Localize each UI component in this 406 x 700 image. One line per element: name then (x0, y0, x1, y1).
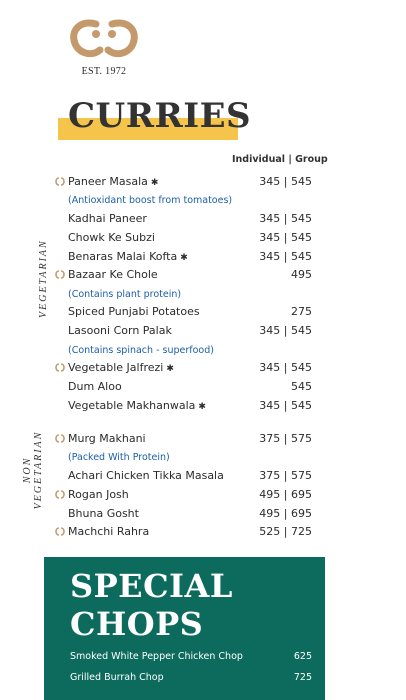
item-name: Machchi Rahra (68, 525, 150, 538)
curries-title: CURRIES (68, 96, 252, 136)
menu-item (54, 379, 312, 397)
non-veg-label-line1: NON (22, 456, 33, 484)
item-name: Vegetable Jalfrezi (68, 361, 164, 374)
item-price: 495 (291, 268, 312, 281)
chef-special-icon (54, 490, 66, 499)
menu-item (54, 323, 312, 341)
item-name: Chowk Ke Subzi (68, 231, 155, 244)
item-price: 545 (291, 380, 312, 393)
chef-special-icon (54, 363, 66, 372)
item-price: 345 | 545 (259, 250, 312, 263)
chop-price: 725 (293, 672, 312, 683)
item-name: Murg Makhani (68, 432, 146, 445)
chop-name: Smoked White Pepper Chicken Chop (70, 651, 243, 662)
item-name: Rogan Josh (68, 488, 129, 501)
established-year: EST. 1972 (81, 66, 127, 77)
non-veg-label-line2: VEGETARIAN (33, 430, 44, 510)
item-price: 345 | 545 (259, 175, 312, 188)
item-price: 345 | 545 (259, 361, 312, 374)
menu-item (54, 249, 312, 267)
special-chops-title (70, 567, 233, 643)
item-name: Dum Aloo (68, 380, 122, 393)
menu-item (54, 487, 312, 505)
menu-item (54, 360, 312, 378)
item-name: Achari Chicken Tikka Masala (68, 469, 224, 482)
menu-item (54, 506, 312, 524)
menu-item (54, 211, 312, 229)
menu-item (54, 398, 312, 416)
item-note: (Contains spinach - superfood) (68, 345, 214, 356)
star-icon: ✱ (198, 402, 206, 412)
vegetarian-section-label: VEGETARIAN (38, 239, 49, 318)
item-name: Bazaar Ke Chole (68, 268, 158, 281)
chef-special-icon (54, 527, 66, 536)
menu-item (54, 174, 312, 192)
item-name: Spiced Punjabi Potatoes (68, 305, 200, 318)
item-name: Kadhai Paneer (68, 212, 147, 225)
item-price: 375 | 575 (259, 469, 312, 482)
item-note: (Contains plant protein) (68, 289, 182, 300)
item-price: 495 | 695 (259, 507, 312, 520)
item-price: 495 | 695 (259, 488, 312, 501)
menu-item (54, 468, 312, 486)
special-chops-title-line1: SPECIAL (70, 567, 233, 605)
menu-item (54, 230, 312, 248)
menu-item (54, 304, 312, 322)
item-price: 525 | 725 (259, 525, 312, 538)
chop-name: Grilled Burrah Chop (70, 672, 164, 683)
item-note: (Packed With Protein) (68, 452, 170, 463)
item-name: Paneer Masala (68, 175, 148, 188)
special-chops-title-line2: CHOPS (70, 605, 204, 643)
item-name: Vegetable Makhanwala (68, 399, 196, 412)
menu-item (54, 524, 312, 542)
brand-logo-icon (66, 14, 142, 62)
price-column-header: Individual | Group (232, 154, 328, 165)
menu-item (54, 267, 312, 285)
item-price: 275 (291, 305, 312, 318)
item-price: 345 | 545 (259, 231, 312, 244)
item-name: Lasooni Corn Palak (68, 324, 172, 337)
non-vegetarian-section-label (22, 420, 44, 520)
item-price: 375 | 575 (259, 432, 312, 445)
menu-item (54, 431, 312, 449)
special-chops-panel (44, 557, 325, 700)
chop-price: 625 (293, 651, 312, 662)
item-name: Bhuna Gosht (68, 507, 139, 520)
star-icon: ✱ (180, 253, 188, 263)
chef-special-icon (54, 434, 66, 443)
item-note: (Antioxidant boost from tomatoes) (68, 195, 233, 206)
star-icon: ✱ (150, 178, 159, 188)
chef-special-icon (54, 177, 66, 186)
item-price: 345 | 545 (259, 399, 312, 412)
item-name: Benaras Malai Kofta (68, 250, 178, 263)
chef-special-icon (54, 270, 66, 279)
item-price: 345 | 545 (259, 324, 312, 337)
star-icon: ✱ (166, 364, 174, 374)
item-price: 345 | 545 (259, 212, 312, 225)
